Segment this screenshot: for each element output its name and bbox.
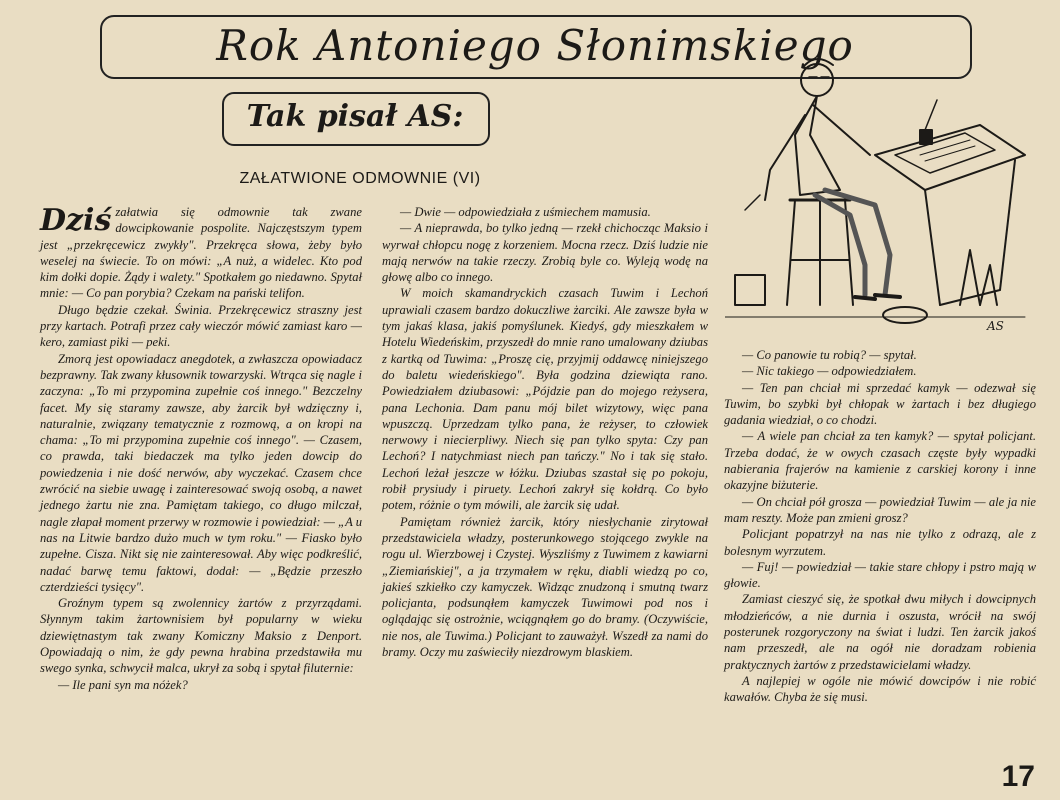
paragraph: — A nieprawda, bo tylko jedną — rzekł chichocząc Maksio i wyrwał chłopcu nogę z korzeniem. Mocna rzecz. Dziś ludzie nie mają nerwów na takie rzeczy. Zrobią byle co. Wyleją wodę na głowę albo co innego. [382,221,708,285]
page-number: 17 [1001,760,1035,793]
figure-head [801,64,833,96]
paragraph: — On chciał pół grosza — powiedział Tuwim — ale ja nie mam reszty. Może pan zmieni grosz? [724,494,1036,525]
paragraph: Policjant popatrzył na nas nie tylko z odrazą, ale z bolesnym wyrzutem. [724,527,1036,558]
paragraph: — A wiele pan chciał za ten kamyk? — spytał policjant. Trzeba dodać, że w owych czasach częste były wypadki nabierania frajerów na kamienie z carskiej korony i inne okazyjne biżuterie. [724,429,1036,493]
drop-cap: Dziś [40,203,112,238]
paragraph: Zmorą jest opowiadacz anegdotek, a zwłaszcza opowiadacz bezprawny. Tak zwany kłusownik towarzyski. Wtrąca się nagle i zaczyna: „To mi przypomina zupełnie coś innego." Bezczelny facet. My się staramy zawsze, aby żarcik był wdzięczny i, naturalnie, związany tematycznie z rozmową, a on kropi na chama: „To mi przypomina zupełnie coś innego". — Czasem, co prawda, taki biedaczek ma tylko jeden dowcip do powiedzenia i nie dość nerwów, aby wyczekać. Czasem chce zwrócić na siebie uwagę i zainteresować swoją osobą, a nawet jednego żartu nie zna. Pamiętam takiego, co długo milczał, nagle złapał moment przerwy w rozmowie i powiedział: — „A u nas na Litwie bardzo dużo much w tym roku." — Fiasko było zupełne. Cisza. Nikt się nie zainteresował. Aby więc podkreślić, nadać barwę temu faktowi, dodał: — „Będzie przeszło czterdzieści tysięcy". [40,351,362,594]
article-column-3 [724,347,1036,706]
section-title: ZAŁATWIONE ODMOWNIE (VI) [239,170,481,187]
page-title: Rok Antoniego Słonimskiego [216,21,854,70]
paragraph: W moich skamandryckich czasach Tuwim i Lechoń uprawiali czasem bardzo dokuczliwe żarciki. Ale zawsze była w tym jakaś klasa, jakiś pomyślunek. Kiedyś, gdy mieszkałem w Hotelu Wiedeńskim, przyszedł do mnie rano umalowany dziubas z kartką od Tuwima: „Proszę cię, przyjmij oddawcę niniejszego do baletu wiedeńskiego". Była godzina dziewiąta rano. Powiedziałem dziubasowi: „Pójdzie pan do mojego reżysera, pana Lechonia. Dam panu mój bilet wizytowy, więc pana wpuszczą. Uprzedzam tylko pana, że reżyser, to człowiek nerwowy i niecierpliwy. Niech się pan tylko spyta: Czy pan Lechoń? I natychmiast niech pan tańczy." No i tak się stało. Lechoń leżał jeszcze w łóżku. Dziubas szastał się po pokoju, robił prysiudy i piruety. Lechoń zakrył się kołdrą. Co było potem, różnie o tym mówili, ale żarcik się udał. [382,286,708,513]
paragraph: — Dwie — odpowiedziała z uśmiechem mamusia. [400,205,651,219]
author-illustration [725,5,1035,335]
paragraph: Zamiast cieszyć się, że spotkał dwu miłych i dowcipnych młodzieńców, a nie durnia i oszusta, wrócił na swój posterunek rozgoryczony na świat i ludzi. Ten żarcik jakoś nam przeszedł, ale na ogół nie doradzam robienia praktycznych żartów z przedstawicielami władzy. [724,592,1036,672]
paragraph: — Nic takiego — odpowiedziałem. [742,364,917,379]
paragraph: Długo będzie czekał. Świnia. Przekręcewicz straszny jest przy kartach. Potrafi przez cały wieczór mówić zamiast karo — kero, zamiast piki — peki. [40,302,362,350]
illustration-signature: AS [987,319,1004,333]
paragraph: — Ten pan chciał mi sprzedać kamyk — odezwał się Tuwim, bo szybki był chłopak w żartach i bez długiego gadania wiedział, o co chodzi. [724,380,1036,428]
paragraph: — Ile pani syn ma nóżek? [58,677,188,692]
paragraph: — Fuj! — powiedział — takie stare chłopy i pstro mają w głowie. [724,559,1036,591]
paragraph: Groźnym typem są zwolennicy żartów z przyrządami. Słynnym takim żartownisiem był popularny w wieku dziewiętnastym tak zwany Komiczny Maksio z Denport. Opowiadają o nim, że gdy pewna hrabina przedstawiła mu swego synka, schwycił malca, ukrył za sobą i spytał filuternie: [40,596,362,676]
article-column-1 [40,204,362,693]
article-subtitle: Tak pisał AS: [246,99,464,134]
paragraph: Pamiętam również żarcik, który niesłychanie zirytował przedstawiciela władzy, posterunkowego stojącego zwykle na rogu ul. Wierzbowej i Czystej. Wyszliśmy z Tuwimem z kawiarni „Ziemiańskiej", a ja trzymałem w ręku, diabli wiedzą po co, jakieś szkiełko czy kamyczek. Widząc znudzoną i smutną twarz policjanta, podsunąłem kamyczek Tuwimowi pod nos i oglądając się ostrożnie, wciągnąłem go do bramy. (Oczywiście, nie nos, ale Tuwima.) Policjant to zauważył. Wszedł za nami do bramy. Oczy mu zaświeciły niezdrowym blaskiem. [382,514,708,660]
paragraph: A najlepiej w ogóle nie mówić dowcipów i nie robić kawałów. Chyba że się musi. [724,673,1036,705]
paragraph: załatwia się odmownie tak zwane dowcipkowanie pospolite. Najczęstszym typem jest „przekręcewicz zwykły". Przekręca słowa, żeby było weselej na świecie. To on mówi: „A nuż, a widelec. Kto pod kim dołki dopie. Żądy i walety." Spotkałem go niedawno. Spytał mnie: — Co pan porybia? Czekam na pański telifon. [40,205,362,301]
paragraph: — Co panowie tu robią? — spytał. [742,348,917,362]
desk-top [875,125,1025,190]
article-column-2 [382,204,708,660]
